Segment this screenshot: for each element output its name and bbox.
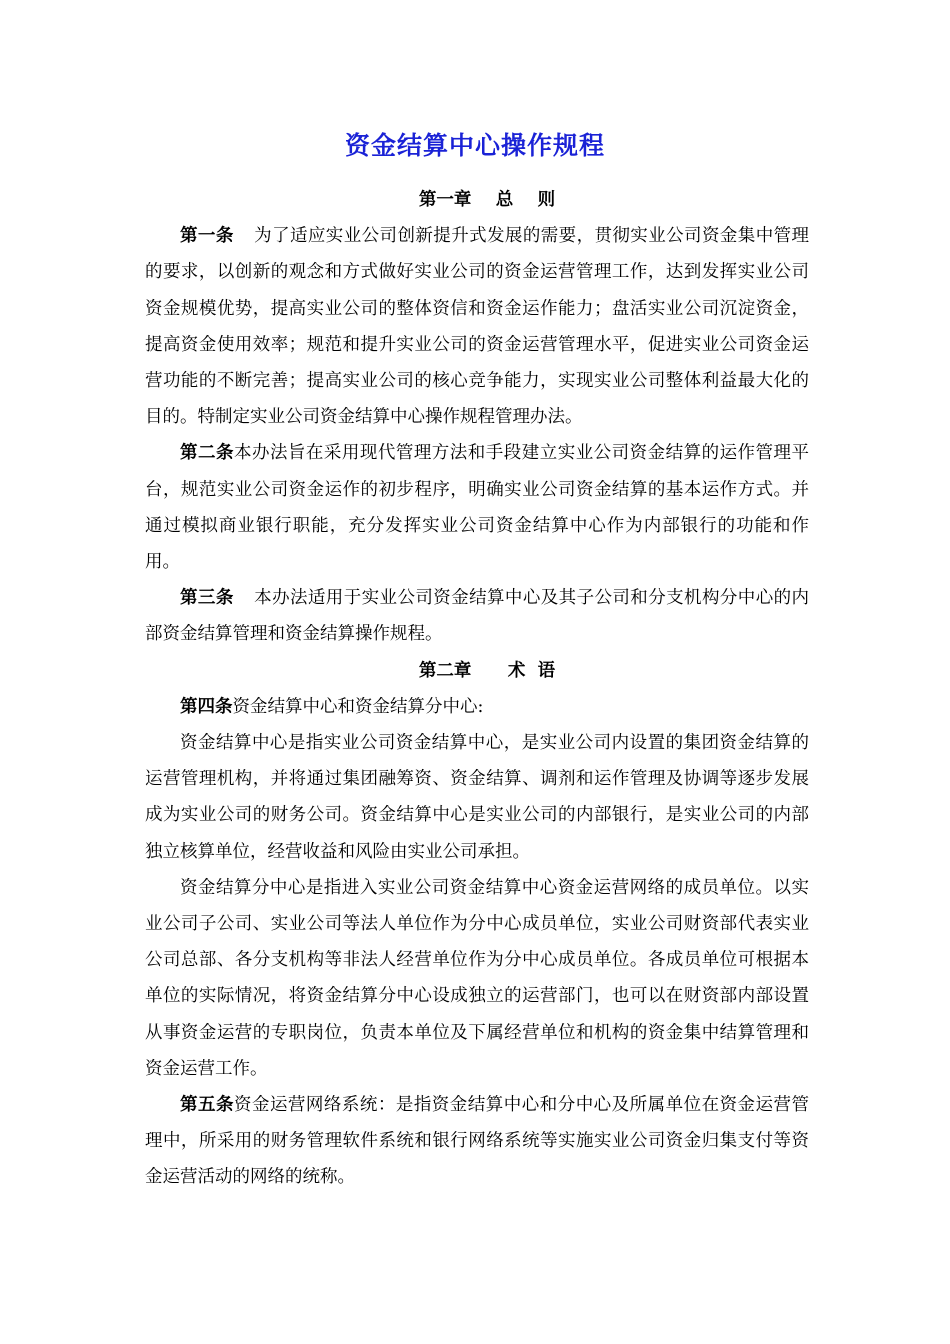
article-1-text: 为了适应实业公司创新提升式发展的需要，贯彻实业公司资金集中管理的要求，以创新的观念和方式做好实业公司的资金运营管理工作，达到发挥实业公司资金规模优势，提高实业公司的整体资信和资金运作能力；盘活实业公司沉淀资金，提高资金使用效率；规范和提升实业公司的资金运营管理水平，促进实业公司资金运营功能的不断完善；提高实业公司的核心竞争能力，实现实业公司整体利益最大化的目的。特制定实业公司资金结算中心操作规程管理办法。: [145, 226, 810, 428]
article-3-text: 本办法适用于实业公司资金结算中心及其子公司和分支机构分中心的内部资金结算管理和资金结算操作规程。: [145, 588, 810, 645]
article-2-text: 本办法旨在采用现代管理方法和手段建立实业公司资金结算的运作管理平台，规范实业公司资金运作的初步程序，明确实业公司资金结算的基本运作方式。并通过模拟商业银行职能，充分发挥实业公司资金结算中心作为内部银行的功能和作用。: [145, 443, 810, 573]
article-5: [145, 1087, 809, 1196]
article-1: [145, 218, 809, 435]
article-2-label: 第二条: [180, 443, 234, 464]
article-4: [145, 689, 809, 725]
document-body: [145, 182, 809, 1196]
article-5-label: 第五条: [180, 1095, 234, 1116]
article-4-label: 第四条: [180, 696, 233, 717]
article-5-text: 资金运营网络系统：是指资金结算中心和分中心及所属单位在资金运营管理中，所采用的财务管理软件系统和银行网络系统等实施实业公司资金归集支付等资金运营活动的网络的统称。: [145, 1095, 810, 1188]
chapter-1-heading: 第一章 总 则: [418, 190, 556, 210]
article-4-text: 资金结算中心和资金结算分中心:: [232, 696, 484, 717]
article-1-label: 第一条: [180, 226, 234, 247]
article-2: [145, 435, 809, 580]
article-3-label: 第三条: [180, 588, 234, 609]
document-title: 资金结算中心操作规程: [344, 131, 605, 160]
article-3: [145, 580, 809, 652]
article-4-paragraph-2: 资金结算分中心是指进入实业公司资金结算中心资金运营网络的成员单位。以实业公司子公司、实业公司等法人单位作为分中心成员单位，实业公司财资部代表实业公司总部、各分支机构等非法人经营单位作为分中心成员单位。各成员单位可根据本单位的实际情况，将资金结算分中心设成独立的运营部门，也可以在财资部内部设置从事资金运营的专职岗位，负责本单位及下属经营单位和机构的资金集中结算管理和资金运营工作。: [145, 877, 809, 1079]
article-4-paragraph-1: 资金结算中心是指实业公司资金结算中心，是实业公司内设置的集团资金结算的运营管理机构，并将通过集团融筹资、资金结算、调剂和运作管理及协调等逐步发展成为实业公司的财务公司。资金结算中心是实业公司的内部银行，是实业公司的内部独立核算单位，经营收益和风险由实业公司承担。: [145, 733, 809, 862]
chapter-2-heading: 第二章 术 语: [418, 660, 556, 681]
